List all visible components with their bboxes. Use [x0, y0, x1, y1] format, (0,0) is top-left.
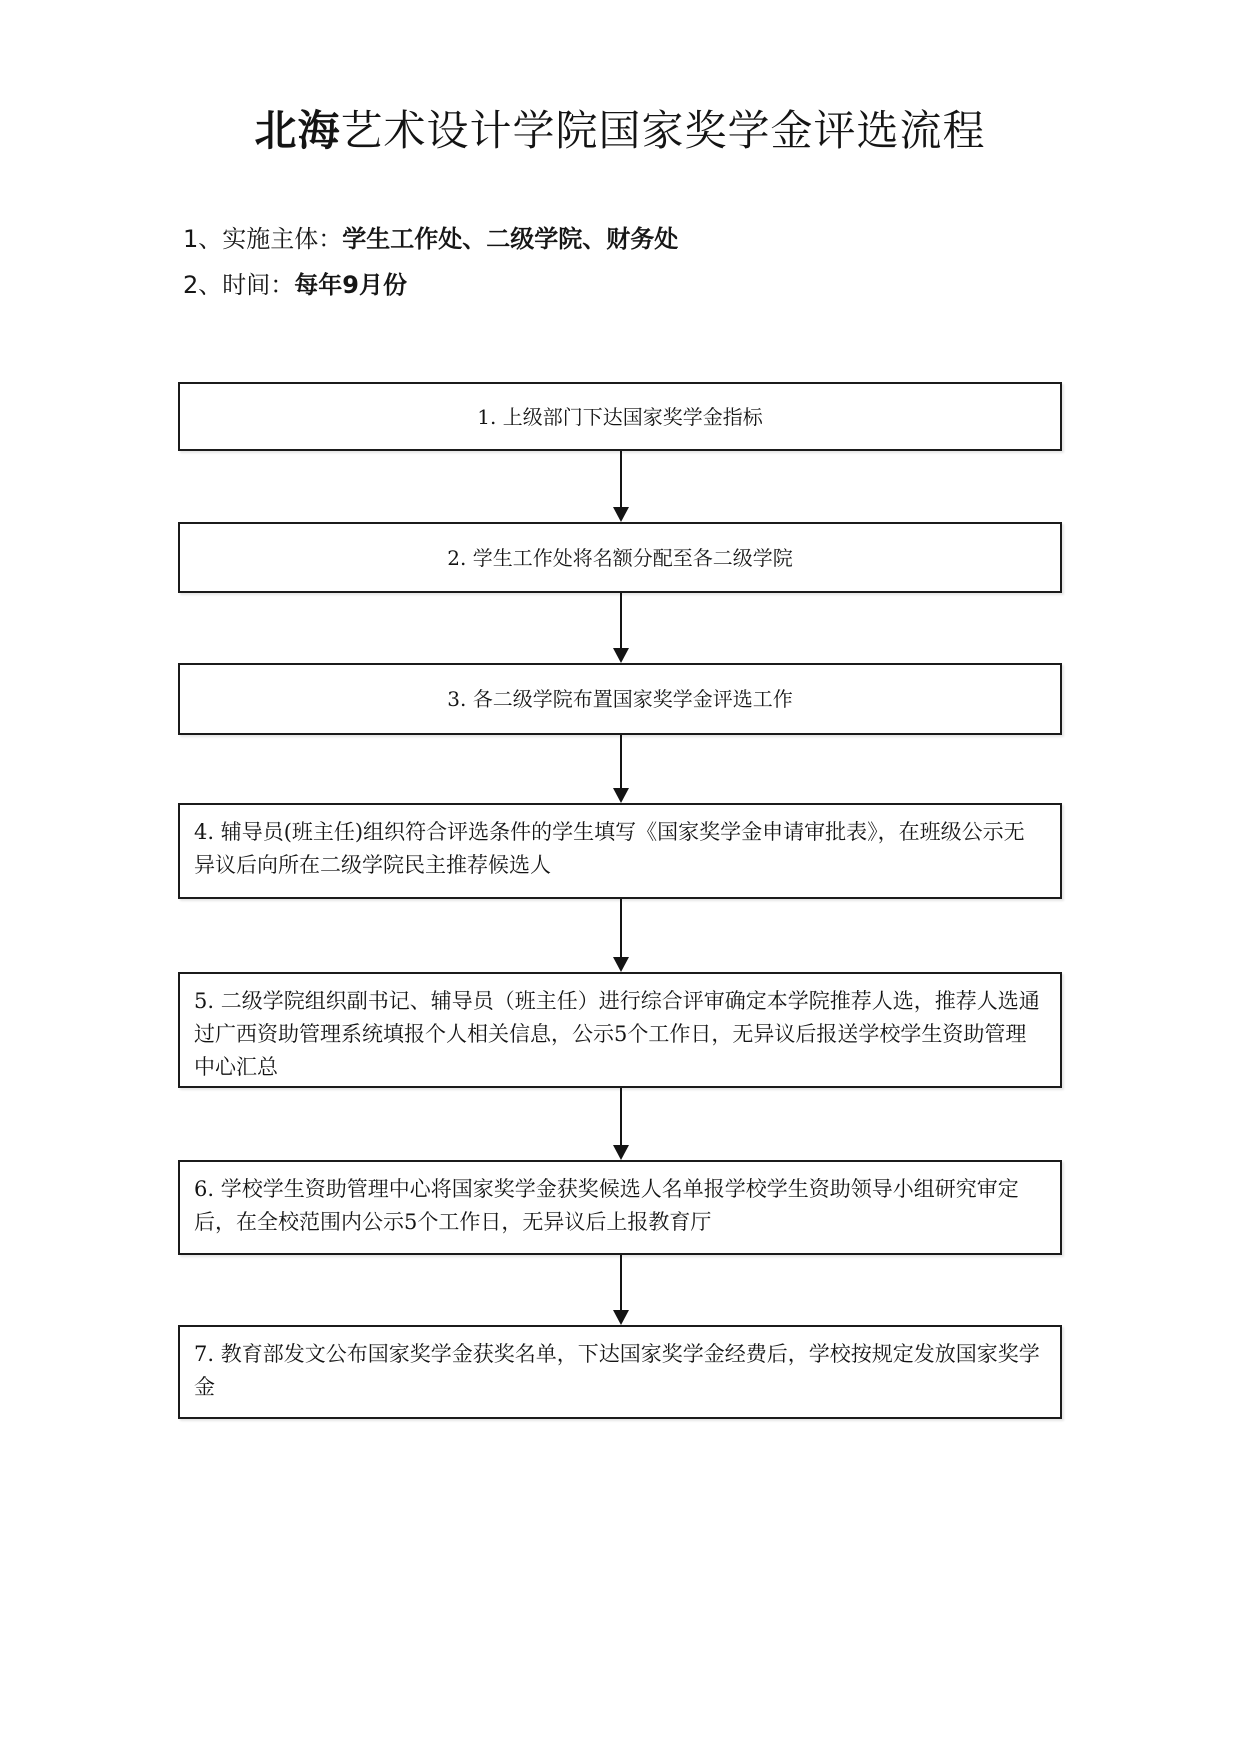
intro-section: [183, 224, 678, 316]
flow-step-7: 7. 教育部发文公布国家奖学金获奖名单，下达国家奖学金经费后，学校按规定发放国家奖学金: [178, 1325, 1062, 1419]
flow-step-6: 6. 学校学生资助管理中心将国家奖学金获奖候选人名单报学校学生资助领导小组研究审定后，在全校范围内公示5个工作日，无异议后上报教育厅: [178, 1160, 1062, 1255]
flow-arrow-4: [613, 899, 629, 972]
flow-step-3: 3. 各二级学院布置国家奖学金评选工作: [178, 663, 1062, 735]
flow-step-1: 1. 上级部门下达国家奖学金指标: [178, 382, 1062, 451]
arrow-shaft: [620, 1255, 622, 1312]
intro-item-time-label: 2、时间：: [183, 271, 295, 299]
flow-step-2: 2. 学生工作处将名额分配至各二级学院: [178, 522, 1062, 593]
arrow-shaft: [620, 735, 622, 790]
arrow-head-icon: [613, 1310, 629, 1325]
flow-step-4: 4. 辅导员(班主任)组织符合评选条件的学生填写《国家奖学金申请审批表》，在班级公示无异议后向所在二级学院民主推荐候选人: [178, 803, 1062, 899]
intro-item-subject-label: 1、实施主体：: [183, 225, 343, 253]
arrow-head-icon: [613, 1145, 629, 1160]
flow-arrow-3: [613, 735, 629, 803]
arrow-head-icon: [613, 788, 629, 803]
intro-item-time-value: 每年9月份: [294, 271, 407, 299]
page-title-rest: 艺术设计学院国家奖学金评选流程: [340, 106, 986, 155]
flow-arrow-5: [613, 1088, 629, 1160]
arrow-shaft: [620, 899, 622, 959]
arrow-head-icon: [613, 507, 629, 522]
page-title: [0, 98, 1240, 158]
flow-arrow-2: [613, 593, 629, 663]
flow-arrow-6: [613, 1255, 629, 1325]
intro-item-time: [183, 270, 678, 300]
arrow-shaft: [620, 1088, 622, 1147]
flow-arrow-1: [613, 451, 629, 522]
arrow-head-icon: [613, 957, 629, 972]
intro-item-subject: [183, 224, 678, 254]
page-title-emphasis: 北海: [254, 106, 341, 155]
flow-step-5: 5. 二级学院组织副书记、辅导员（班主任）进行综合评审确定本学院推荐人选，推荐人选通过广西资助管理系统填报个人相关信息，公示5个工作日，无异议后报送学校学生资助管理中心汇总: [178, 972, 1062, 1088]
intro-item-subject-value: 学生工作处、二级学院、财务处: [342, 225, 679, 253]
arrow-shaft: [620, 451, 622, 509]
arrow-head-icon: [613, 648, 629, 663]
arrow-shaft: [620, 593, 622, 650]
